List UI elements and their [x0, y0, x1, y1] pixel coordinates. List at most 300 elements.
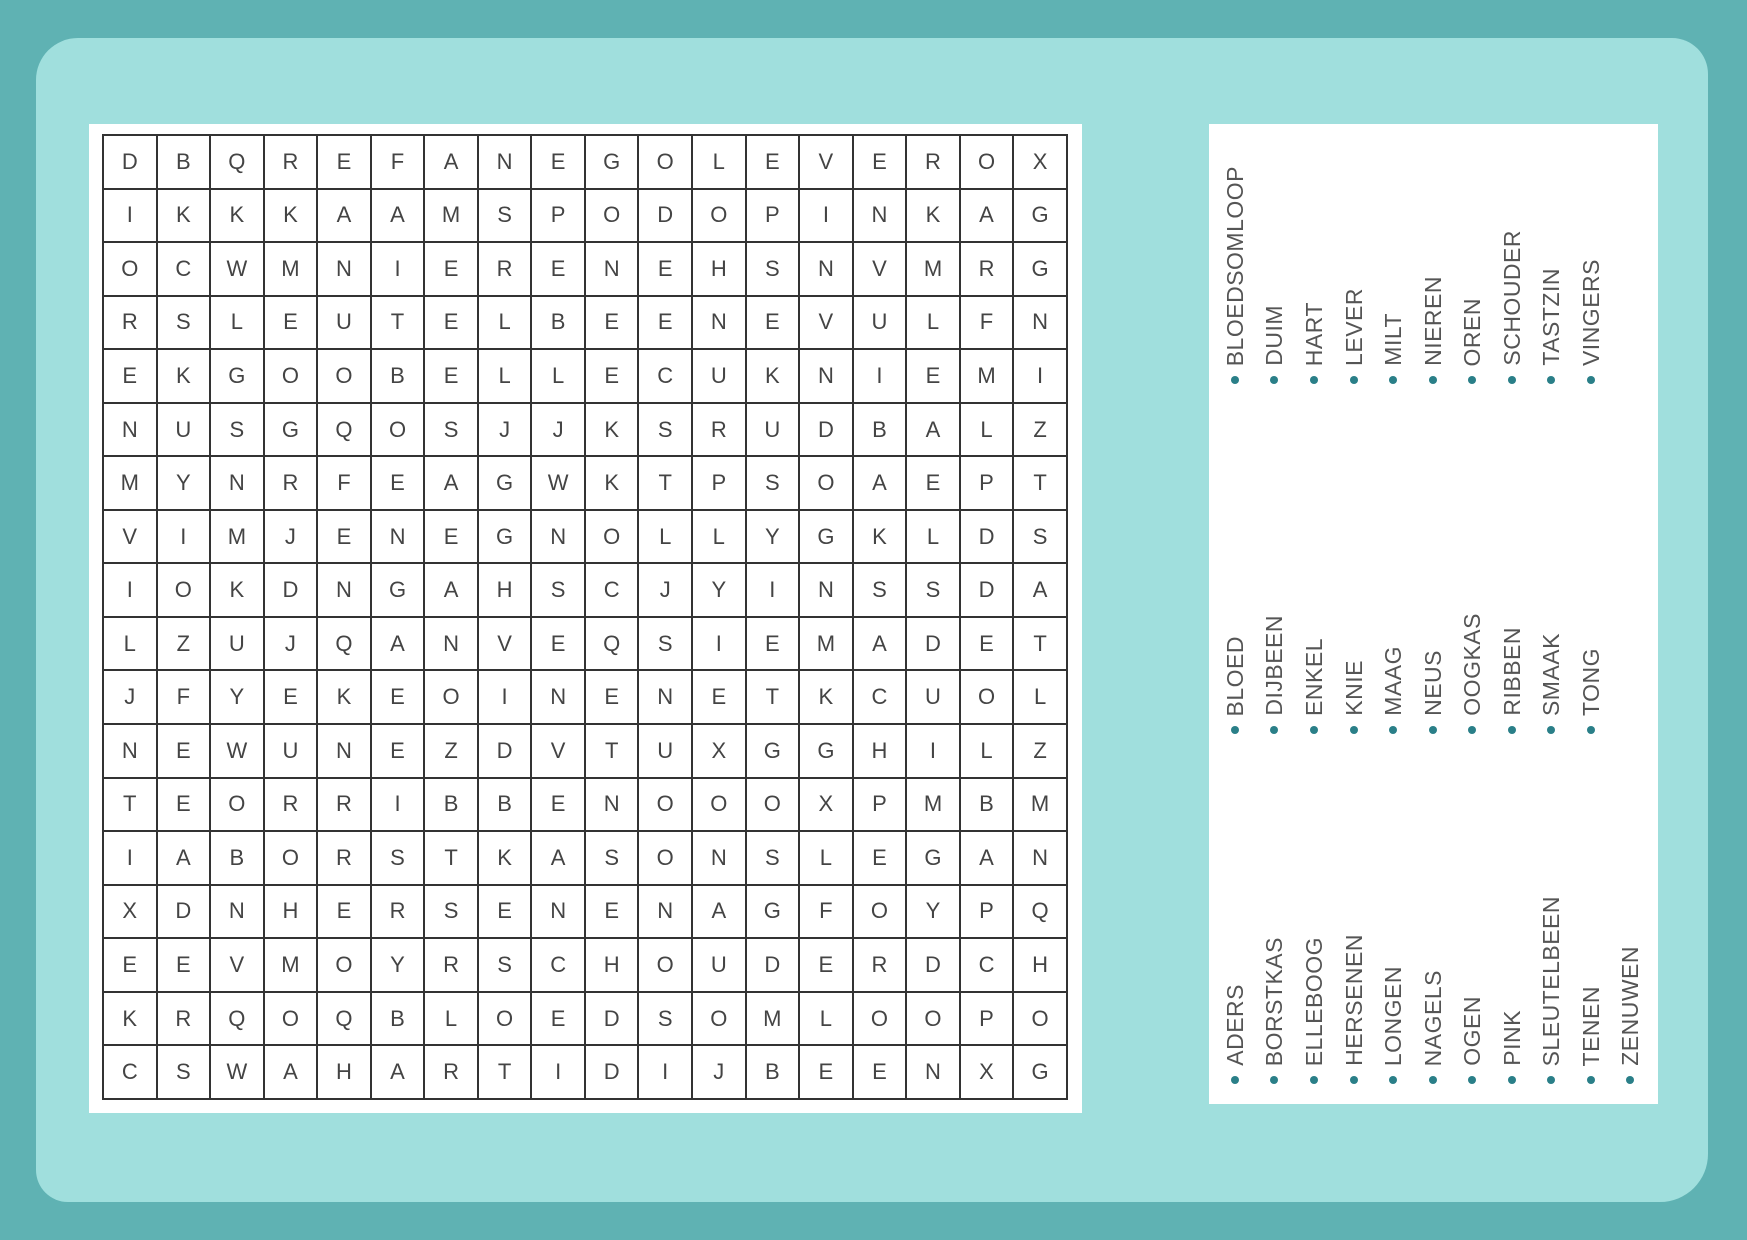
grid-cell[interactable]: K — [854, 511, 908, 565]
grid-cell[interactable]: E — [586, 297, 640, 351]
grid-cell[interactable]: B — [854, 404, 908, 458]
grid-cell[interactable]: M — [961, 350, 1015, 404]
grid-cell[interactable]: G — [1014, 190, 1068, 244]
grid-cell[interactable]: Q — [318, 618, 372, 672]
grid-cell[interactable]: C — [158, 243, 212, 297]
grid-cell[interactable]: S — [907, 564, 961, 618]
grid-cell[interactable]: G — [800, 725, 854, 779]
grid-cell[interactable]: U — [693, 350, 747, 404]
grid-cell[interactable]: N — [586, 779, 640, 833]
grid-cell[interactable]: X — [1014, 136, 1068, 190]
grid-cell[interactable]: X — [693, 725, 747, 779]
grid-cell[interactable]: V — [532, 725, 586, 779]
grid-cell[interactable]: S — [747, 457, 801, 511]
grid-cell[interactable]: Q — [586, 618, 640, 672]
grid-cell[interactable]: E — [372, 671, 426, 725]
grid-cell[interactable]: V — [800, 136, 854, 190]
grid-cell[interactable]: O — [586, 511, 640, 565]
grid-cell[interactable]: R — [372, 886, 426, 940]
grid-cell[interactable]: Y — [158, 457, 212, 511]
grid-cell[interactable]: X — [961, 1046, 1015, 1100]
grid-cell[interactable]: N — [693, 832, 747, 886]
grid-cell[interactable]: E — [372, 725, 426, 779]
grid-cell[interactable]: C — [854, 671, 908, 725]
grid-cell[interactable]: N — [532, 886, 586, 940]
grid-cell[interactable]: K — [158, 350, 212, 404]
grid-cell[interactable]: R — [104, 297, 158, 351]
grid-cell[interactable]: E — [104, 350, 158, 404]
grid-cell[interactable]: N — [800, 564, 854, 618]
grid-cell[interactable]: O — [425, 671, 479, 725]
grid-cell[interactable]: S — [532, 564, 586, 618]
grid-cell[interactable]: T — [372, 297, 426, 351]
grid-cell[interactable]: E — [854, 832, 908, 886]
grid-cell[interactable]: H — [318, 1046, 372, 1100]
grid-cell[interactable]: S — [747, 832, 801, 886]
grid-cell[interactable]: L — [907, 511, 961, 565]
grid-cell[interactable]: N — [104, 404, 158, 458]
grid-cell[interactable]: N — [639, 886, 693, 940]
grid-cell[interactable]: O — [479, 993, 533, 1047]
grid-cell[interactable]: N — [211, 886, 265, 940]
grid-cell[interactable]: B — [158, 136, 212, 190]
grid-cell[interactable]: R — [907, 136, 961, 190]
grid-cell[interactable]: M — [907, 779, 961, 833]
grid-cell[interactable]: E — [479, 886, 533, 940]
grid-cell[interactable]: A — [425, 136, 479, 190]
grid-cell[interactable]: K — [800, 671, 854, 725]
grid-cell[interactable]: R — [158, 993, 212, 1047]
grid-cell[interactable]: L — [800, 832, 854, 886]
grid-cell[interactable]: Y — [372, 939, 426, 993]
grid-cell[interactable]: R — [854, 939, 908, 993]
grid-cell[interactable]: J — [479, 404, 533, 458]
grid-cell[interactable]: O — [265, 993, 319, 1047]
grid-cell[interactable]: I — [104, 832, 158, 886]
grid-cell[interactable]: Z — [158, 618, 212, 672]
grid-cell[interactable]: E — [425, 511, 479, 565]
grid-cell[interactable]: N — [639, 671, 693, 725]
grid-cell[interactable]: G — [586, 136, 640, 190]
grid-cell[interactable]: M — [907, 243, 961, 297]
grid-cell[interactable]: E — [854, 136, 908, 190]
grid-cell[interactable]: T — [747, 671, 801, 725]
grid-cell[interactable]: N — [318, 725, 372, 779]
grid-cell[interactable]: L — [693, 511, 747, 565]
grid-cell[interactable]: S — [372, 832, 426, 886]
grid-cell[interactable]: L — [1014, 671, 1068, 725]
grid-cell[interactable]: N — [104, 725, 158, 779]
grid-cell[interactable]: R — [265, 136, 319, 190]
grid-cell[interactable]: A — [425, 564, 479, 618]
grid-cell[interactable]: N — [318, 564, 372, 618]
grid-cell[interactable]: E — [158, 939, 212, 993]
grid-cell[interactable]: D — [104, 136, 158, 190]
grid-cell[interactable]: K — [318, 671, 372, 725]
grid-cell[interactable]: E — [854, 1046, 908, 1100]
grid-cell[interactable]: P — [961, 886, 1015, 940]
grid-cell[interactable]: E — [586, 350, 640, 404]
grid-cell[interactable]: D — [961, 564, 1015, 618]
grid-cell[interactable]: Q — [318, 404, 372, 458]
grid-cell[interactable]: E — [158, 725, 212, 779]
grid-cell[interactable]: S — [586, 832, 640, 886]
grid-cell[interactable]: Q — [211, 136, 265, 190]
grid-cell[interactable]: S — [425, 404, 479, 458]
grid-cell[interactable]: V — [854, 243, 908, 297]
grid-cell[interactable]: O — [639, 939, 693, 993]
grid-cell[interactable]: Z — [1014, 725, 1068, 779]
grid-cell[interactable]: G — [1014, 1046, 1068, 1100]
grid-cell[interactable]: N — [586, 243, 640, 297]
grid-cell[interactable]: B — [372, 993, 426, 1047]
grid-cell[interactable]: R — [265, 457, 319, 511]
grid-cell[interactable]: O — [265, 832, 319, 886]
grid-cell[interactable]: O — [639, 779, 693, 833]
grid-cell[interactable]: W — [211, 725, 265, 779]
grid-cell[interactable]: W — [532, 457, 586, 511]
grid-cell[interactable]: N — [372, 511, 426, 565]
grid-cell[interactable]: D — [907, 618, 961, 672]
grid-cell[interactable]: N — [532, 511, 586, 565]
grid-cell[interactable]: O — [158, 564, 212, 618]
grid-cell[interactable]: E — [961, 618, 1015, 672]
grid-cell[interactable]: V — [479, 618, 533, 672]
grid-cell[interactable]: O — [747, 779, 801, 833]
grid-cell[interactable]: G — [1014, 243, 1068, 297]
grid-cell[interactable]: R — [425, 939, 479, 993]
grid-cell[interactable]: M — [747, 993, 801, 1047]
grid-cell[interactable]: U — [639, 725, 693, 779]
grid-cell[interactable]: Y — [211, 671, 265, 725]
grid-cell[interactable]: F — [800, 886, 854, 940]
grid-cell[interactable]: L — [479, 350, 533, 404]
grid-cell[interactable]: N — [854, 190, 908, 244]
grid-cell[interactable]: E — [532, 779, 586, 833]
grid-cell[interactable]: U — [693, 939, 747, 993]
grid-cell[interactable]: A — [318, 190, 372, 244]
grid-cell[interactable]: S — [639, 404, 693, 458]
grid-cell[interactable]: S — [479, 939, 533, 993]
grid-cell[interactable]: F — [318, 457, 372, 511]
grid-cell[interactable]: L — [907, 297, 961, 351]
grid-cell[interactable]: E — [532, 993, 586, 1047]
grid-cell[interactable]: I — [639, 1046, 693, 1100]
grid-cell[interactable]: H — [693, 243, 747, 297]
grid-cell[interactable]: R — [961, 243, 1015, 297]
grid-cell[interactable]: K — [104, 993, 158, 1047]
grid-cell[interactable]: O — [318, 350, 372, 404]
grid-cell[interactable]: O — [265, 350, 319, 404]
grid-cell[interactable]: I — [104, 564, 158, 618]
grid-cell[interactable]: T — [425, 832, 479, 886]
grid-cell[interactable]: A — [158, 832, 212, 886]
grid-cell[interactable]: A — [961, 832, 1015, 886]
grid-cell[interactable]: M — [800, 618, 854, 672]
grid-cell[interactable]: O — [693, 993, 747, 1047]
grid-cell[interactable]: L — [693, 136, 747, 190]
grid-cell[interactable]: O — [639, 136, 693, 190]
grid-cell[interactable]: N — [693, 297, 747, 351]
grid-cell[interactable]: Y — [907, 886, 961, 940]
grid-cell[interactable]: E — [586, 671, 640, 725]
grid-cell[interactable]: B — [211, 832, 265, 886]
grid-cell[interactable]: N — [1014, 297, 1068, 351]
grid-cell[interactable]: G — [479, 511, 533, 565]
grid-cell[interactable]: J — [639, 564, 693, 618]
grid-cell[interactable]: N — [1014, 832, 1068, 886]
grid-cell[interactable]: E — [747, 618, 801, 672]
grid-cell[interactable]: D — [586, 993, 640, 1047]
grid-cell[interactable]: L — [800, 993, 854, 1047]
grid-cell[interactable]: C — [104, 1046, 158, 1100]
grid-cell[interactable]: L — [425, 993, 479, 1047]
grid-cell[interactable]: K — [907, 190, 961, 244]
grid-cell[interactable]: L — [961, 725, 1015, 779]
grid-cell[interactable]: C — [639, 350, 693, 404]
grid-cell[interactable]: P — [961, 457, 1015, 511]
grid-cell[interactable]: E — [372, 457, 426, 511]
grid-cell[interactable]: A — [854, 457, 908, 511]
grid-cell[interactable]: S — [1014, 511, 1068, 565]
grid-cell[interactable]: A — [907, 404, 961, 458]
grid-cell[interactable]: A — [1014, 564, 1068, 618]
grid-cell[interactable]: S — [639, 993, 693, 1047]
grid-cell[interactable]: U — [907, 671, 961, 725]
grid-cell[interactable]: N — [800, 350, 854, 404]
grid-cell[interactable]: A — [693, 886, 747, 940]
grid-cell[interactable]: B — [372, 350, 426, 404]
grid-cell[interactable]: S — [639, 618, 693, 672]
grid-cell[interactable]: I — [532, 1046, 586, 1100]
grid-cell[interactable]: D — [800, 404, 854, 458]
grid-cell[interactable]: T — [586, 725, 640, 779]
grid-cell[interactable]: E — [318, 511, 372, 565]
grid-cell[interactable]: W — [211, 1046, 265, 1100]
grid-cell[interactable]: O — [693, 779, 747, 833]
grid-cell[interactable]: I — [104, 190, 158, 244]
grid-cell[interactable]: N — [425, 618, 479, 672]
grid-cell[interactable]: J — [265, 511, 319, 565]
grid-cell[interactable]: L — [961, 404, 1015, 458]
grid-cell[interactable]: K — [211, 564, 265, 618]
grid-cell[interactable]: K — [158, 190, 212, 244]
grid-cell[interactable]: O — [854, 993, 908, 1047]
grid-cell[interactable]: P — [961, 993, 1015, 1047]
grid-cell[interactable]: H — [265, 886, 319, 940]
grid-cell[interactable]: O — [854, 886, 908, 940]
grid-cell[interactable]: I — [372, 779, 426, 833]
grid-cell[interactable]: U — [318, 297, 372, 351]
grid-cell[interactable]: K — [265, 190, 319, 244]
grid-cell[interactable]: D — [265, 564, 319, 618]
grid-cell[interactable]: M — [265, 243, 319, 297]
grid-cell[interactable]: E — [747, 297, 801, 351]
grid-cell[interactable]: B — [747, 1046, 801, 1100]
grid-cell[interactable]: G — [372, 564, 426, 618]
grid-cell[interactable]: Y — [747, 511, 801, 565]
grid-cell[interactable]: G — [479, 457, 533, 511]
grid-cell[interactable]: L — [211, 297, 265, 351]
grid-cell[interactable]: G — [747, 886, 801, 940]
grid-cell[interactable]: K — [747, 350, 801, 404]
grid-cell[interactable]: T — [479, 1046, 533, 1100]
grid-cell[interactable]: H — [586, 939, 640, 993]
grid-cell[interactable]: K — [479, 832, 533, 886]
grid-cell[interactable]: S — [425, 886, 479, 940]
grid-cell[interactable]: T — [104, 779, 158, 833]
grid-cell[interactable]: E — [907, 457, 961, 511]
grid-cell[interactable]: A — [961, 190, 1015, 244]
grid-cell[interactable]: E — [318, 886, 372, 940]
grid-cell[interactable]: E — [532, 243, 586, 297]
grid-cell[interactable]: T — [639, 457, 693, 511]
grid-cell[interactable]: L — [104, 618, 158, 672]
grid-cell[interactable]: K — [211, 190, 265, 244]
grid-cell[interactable]: J — [532, 404, 586, 458]
grid-cell[interactable]: E — [747, 136, 801, 190]
grid-cell[interactable]: E — [425, 297, 479, 351]
grid-cell[interactable]: G — [907, 832, 961, 886]
grid-cell[interactable]: E — [532, 618, 586, 672]
grid-cell[interactable]: B — [425, 779, 479, 833]
grid-cell[interactable]: N — [800, 243, 854, 297]
grid-cell[interactable]: K — [586, 404, 640, 458]
grid-cell[interactable]: V — [104, 511, 158, 565]
grid-cell[interactable]: E — [425, 243, 479, 297]
grid-cell[interactable]: R — [693, 404, 747, 458]
grid-cell[interactable]: S — [211, 404, 265, 458]
grid-cell[interactable]: M — [211, 511, 265, 565]
grid-cell[interactable]: E — [158, 779, 212, 833]
grid-cell[interactable]: I — [800, 190, 854, 244]
grid-cell[interactable]: I — [747, 564, 801, 618]
grid-cell[interactable]: N — [211, 457, 265, 511]
grid-cell[interactable]: O — [104, 243, 158, 297]
grid-cell[interactable]: I — [1014, 350, 1068, 404]
grid-cell[interactable]: H — [479, 564, 533, 618]
grid-cell[interactable]: P — [693, 457, 747, 511]
grid-cell[interactable]: D — [961, 511, 1015, 565]
grid-cell[interactable]: T — [1014, 618, 1068, 672]
grid-cell[interactable]: S — [158, 1046, 212, 1100]
grid-cell[interactable]: A — [265, 1046, 319, 1100]
grid-cell[interactable]: O — [693, 190, 747, 244]
grid-cell[interactable]: G — [211, 350, 265, 404]
grid-cell[interactable]: U — [854, 297, 908, 351]
grid-cell[interactable]: O — [639, 832, 693, 886]
grid-cell[interactable]: O — [907, 993, 961, 1047]
grid-cell[interactable]: O — [961, 136, 1015, 190]
grid-cell[interactable]: N — [479, 136, 533, 190]
grid-cell[interactable]: P — [532, 190, 586, 244]
grid-cell[interactable]: K — [586, 457, 640, 511]
grid-cell[interactable]: W — [211, 243, 265, 297]
grid-cell[interactable]: E — [586, 886, 640, 940]
grid-cell[interactable]: D — [158, 886, 212, 940]
grid-cell[interactable]: G — [800, 511, 854, 565]
grid-cell[interactable]: N — [907, 1046, 961, 1100]
grid-cell[interactable]: A — [425, 457, 479, 511]
grid-cell[interactable]: E — [265, 297, 319, 351]
grid-cell[interactable]: N — [532, 671, 586, 725]
grid-cell[interactable]: L — [532, 350, 586, 404]
grid-cell[interactable]: L — [479, 297, 533, 351]
grid-cell[interactable]: R — [479, 243, 533, 297]
grid-cell[interactable]: E — [265, 671, 319, 725]
grid-cell[interactable]: F — [372, 136, 426, 190]
grid-cell[interactable]: M — [425, 190, 479, 244]
grid-cell[interactable]: J — [693, 1046, 747, 1100]
grid-cell[interactable]: D — [479, 725, 533, 779]
grid-cell[interactable]: O — [961, 671, 1015, 725]
grid-cell[interactable]: V — [800, 297, 854, 351]
grid-cell[interactable]: B — [479, 779, 533, 833]
grid-cell[interactable]: O — [318, 939, 372, 993]
grid-cell[interactable]: C — [961, 939, 1015, 993]
grid-cell[interactable]: S — [158, 297, 212, 351]
grid-cell[interactable]: X — [800, 779, 854, 833]
grid-cell[interactable]: O — [800, 457, 854, 511]
grid-cell[interactable]: E — [693, 671, 747, 725]
grid-cell[interactable]: E — [639, 243, 693, 297]
grid-cell[interactable]: R — [265, 779, 319, 833]
grid-cell[interactable]: M — [265, 939, 319, 993]
grid-cell[interactable]: O — [1014, 993, 1068, 1047]
grid-cell[interactable]: X — [104, 886, 158, 940]
grid-cell[interactable]: S — [854, 564, 908, 618]
grid-cell[interactable]: Z — [425, 725, 479, 779]
grid-cell[interactable]: N — [318, 243, 372, 297]
grid-cell[interactable]: F — [158, 671, 212, 725]
grid-cell[interactable]: O — [211, 779, 265, 833]
grid-cell[interactable]: U — [265, 725, 319, 779]
grid-cell[interactable]: B — [532, 297, 586, 351]
grid-cell[interactable]: F — [961, 297, 1015, 351]
grid-cell[interactable]: D — [907, 939, 961, 993]
grid-cell[interactable]: P — [747, 190, 801, 244]
grid-cell[interactable]: Z — [1014, 404, 1068, 458]
grid-cell[interactable]: O — [586, 190, 640, 244]
grid-cell[interactable]: I — [693, 618, 747, 672]
grid-cell[interactable]: R — [425, 1046, 479, 1100]
grid-cell[interactable]: S — [479, 190, 533, 244]
grid-cell[interactable]: Q — [211, 993, 265, 1047]
grid-cell[interactable]: H — [854, 725, 908, 779]
grid-cell[interactable]: E — [800, 939, 854, 993]
grid-cell[interactable]: A — [854, 618, 908, 672]
grid-cell[interactable]: U — [158, 404, 212, 458]
grid-cell[interactable]: M — [1014, 779, 1068, 833]
grid-cell[interactable]: I — [907, 725, 961, 779]
grid-cell[interactable]: E — [639, 297, 693, 351]
grid-cell[interactable]: D — [586, 1046, 640, 1100]
grid-cell[interactable]: E — [907, 350, 961, 404]
grid-cell[interactable]: S — [747, 243, 801, 297]
grid-cell[interactable]: A — [532, 832, 586, 886]
grid-cell[interactable]: A — [372, 190, 426, 244]
grid-cell[interactable]: I — [479, 671, 533, 725]
grid-cell[interactable]: E — [425, 350, 479, 404]
grid-cell[interactable]: G — [265, 404, 319, 458]
grid-cell[interactable]: I — [372, 243, 426, 297]
grid-cell[interactable]: D — [639, 190, 693, 244]
grid-cell[interactable]: L — [639, 511, 693, 565]
grid-cell[interactable]: E — [104, 939, 158, 993]
grid-cell[interactable]: R — [318, 832, 372, 886]
grid-cell[interactable]: I — [854, 350, 908, 404]
grid-cell[interactable]: T — [1014, 457, 1068, 511]
